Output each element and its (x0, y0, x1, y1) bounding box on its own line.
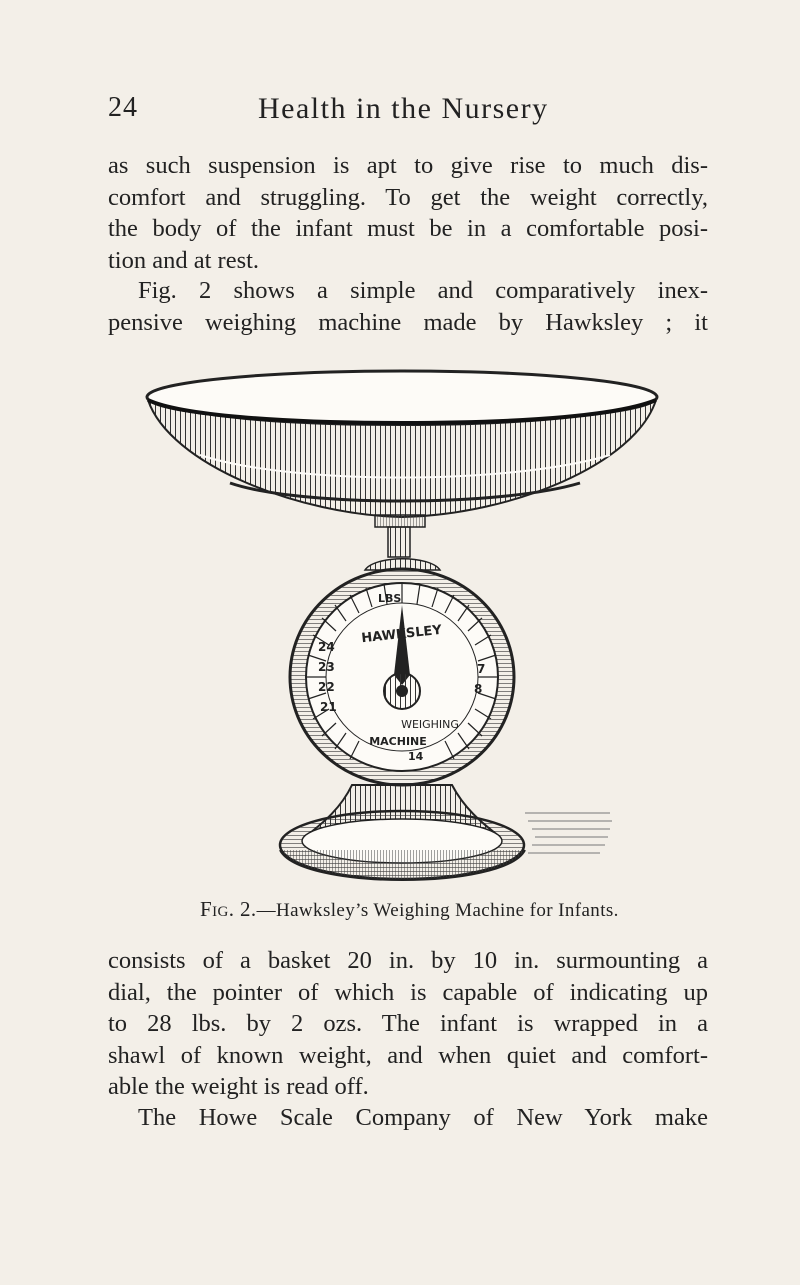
text-line: shawl of known weight, and when quiet and comfort- (108, 1041, 708, 1069)
dial (290, 569, 514, 785)
dial-number: 22 (318, 680, 335, 694)
paragraph-1 (108, 150, 708, 276)
dial-label-lbs: LBS (378, 592, 402, 605)
basket (147, 371, 657, 517)
text-line: The Howe Scale Company of New York make (138, 1104, 708, 1131)
page-number: 24 (108, 92, 138, 123)
figure-caption (200, 897, 620, 922)
pillar (365, 515, 440, 570)
text-line: comfort and struggling. To get the weight correctly, (108, 183, 708, 211)
weighing-machine-illustration (140, 355, 660, 895)
dial-number: 24 (318, 640, 335, 654)
dial-number: 7 (477, 662, 486, 676)
dial-number: 8 (474, 682, 483, 696)
paragraph-3 (108, 945, 708, 1103)
base (280, 785, 612, 880)
dial-number: 23 (318, 660, 335, 674)
text-line: the body of the infant must be in a comfortable posi- (108, 215, 708, 242)
paragraph-2 (108, 275, 708, 338)
text-line: tion and at rest. (108, 246, 260, 274)
dial-label-weighing: WEIGHING (401, 718, 459, 731)
dial-label-maker: HAWKSLEY (360, 622, 443, 647)
running-title: Health in the Nursery (258, 92, 549, 125)
dial-number: 21 (320, 700, 337, 714)
text-line: to 28 lbs. by 2 ozs. The infant is wrapped in a (108, 1010, 708, 1037)
text-line: Fig. 2 shows a simple and comparatively inex- (138, 277, 708, 304)
text-line: dial, the pointer of which is capable of indicating up (108, 978, 708, 1006)
text-line: as such suspension is apt to give rise to much dis- (108, 152, 708, 179)
figure-caption-label: Fig. 2. (200, 897, 257, 921)
text-line: consists of a basket 20 in. by 10 in. surmounting a (108, 947, 708, 974)
text-line: pensive weighing machine made by Hawksley ; it (108, 308, 708, 336)
paragraph-4 (108, 1102, 708, 1134)
dial-label-machine: MACHINE (369, 735, 427, 748)
figure-caption-text: —Hawksley’s Weighing Machine for Infants. (256, 900, 619, 921)
dial-number: 14 (408, 750, 424, 763)
running-head (108, 92, 698, 132)
text-line: able the weight is read off. (108, 1073, 369, 1100)
